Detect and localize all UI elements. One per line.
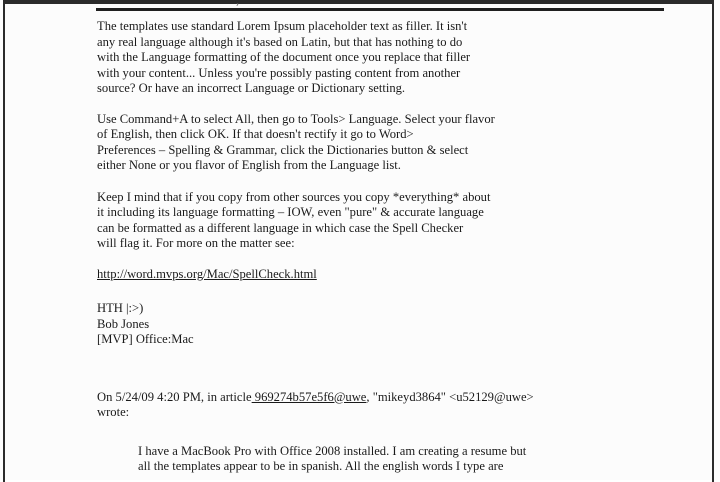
reply-suffix: , "mikeyd3864" <u52129@uwe> [366,389,534,404]
text-line: with the Language formatting of the document once you replace that filler [97,50,471,64]
header-remnant: , [236,0,239,7]
text-line: with your content... Unless you're possibly pasting content from another [97,65,461,80]
text-line: Keep I mind that if you copy from other sources you copy *everything* about [97,189,491,204]
paragraph-keep-in-mind [97,190,697,252]
signature-greeting: HTH |:>) [97,301,144,315]
text-line: can be formatted as a different language in which case the Spell Checker [97,220,464,235]
text-line: Preferences – Spelling & Grammar, click the Dictionaries button & select [97,142,469,157]
text-line: will flag it. For more on the matter see: [97,236,295,250]
reply-wrote: wrote: [97,405,130,419]
text-line: any real language although it's based on Latin, but that has nothing to do [97,34,463,49]
paragraph-instructions [97,112,697,174]
signature-title: [MVP] Office:Mac [97,332,194,346]
quoted-line: I have a MacBook Pro with Office 2008 installed. I am creating a resume but [138,443,527,458]
signature-name: Bob Jones [97,316,150,331]
reply-header [97,390,697,421]
header-rule [96,8,664,11]
text-line: of English, then click OK. If that doesn't rectify it go to Word> [97,127,414,141]
text-line: The templates use standard Lorem Ipsum placeholder text as filler. It isn't [97,19,468,33]
paragraph-intro [97,19,697,97]
reply-header-line [97,390,697,406]
text-line: it including its language formatting – IOW, even "pure" & accurate language [97,205,484,219]
spellcheck-link[interactable]: http://word.mvps.org/Mac/SpellCheck.html [97,266,317,281]
message-id-link[interactable]: 969274b57e5f6@uwe [251,389,367,404]
link-paragraph [97,267,697,283]
text-line: either None or you flavor of English from the Language list. [97,158,401,172]
text-line: Use Command+A to select All, then go to Tools> Language. Select your flavor [97,111,495,126]
quoted-line: all the templates appear to be in spanish. All the english words I type are [138,459,504,473]
email-body [97,19,697,475]
signature [97,301,697,348]
reply-prefix: On 5/24/09 4:20 PM, in article [97,389,252,404]
text-line: source? Or have an incorrect Language or Dictionary setting. [97,81,406,95]
quoted-message [138,444,697,475]
